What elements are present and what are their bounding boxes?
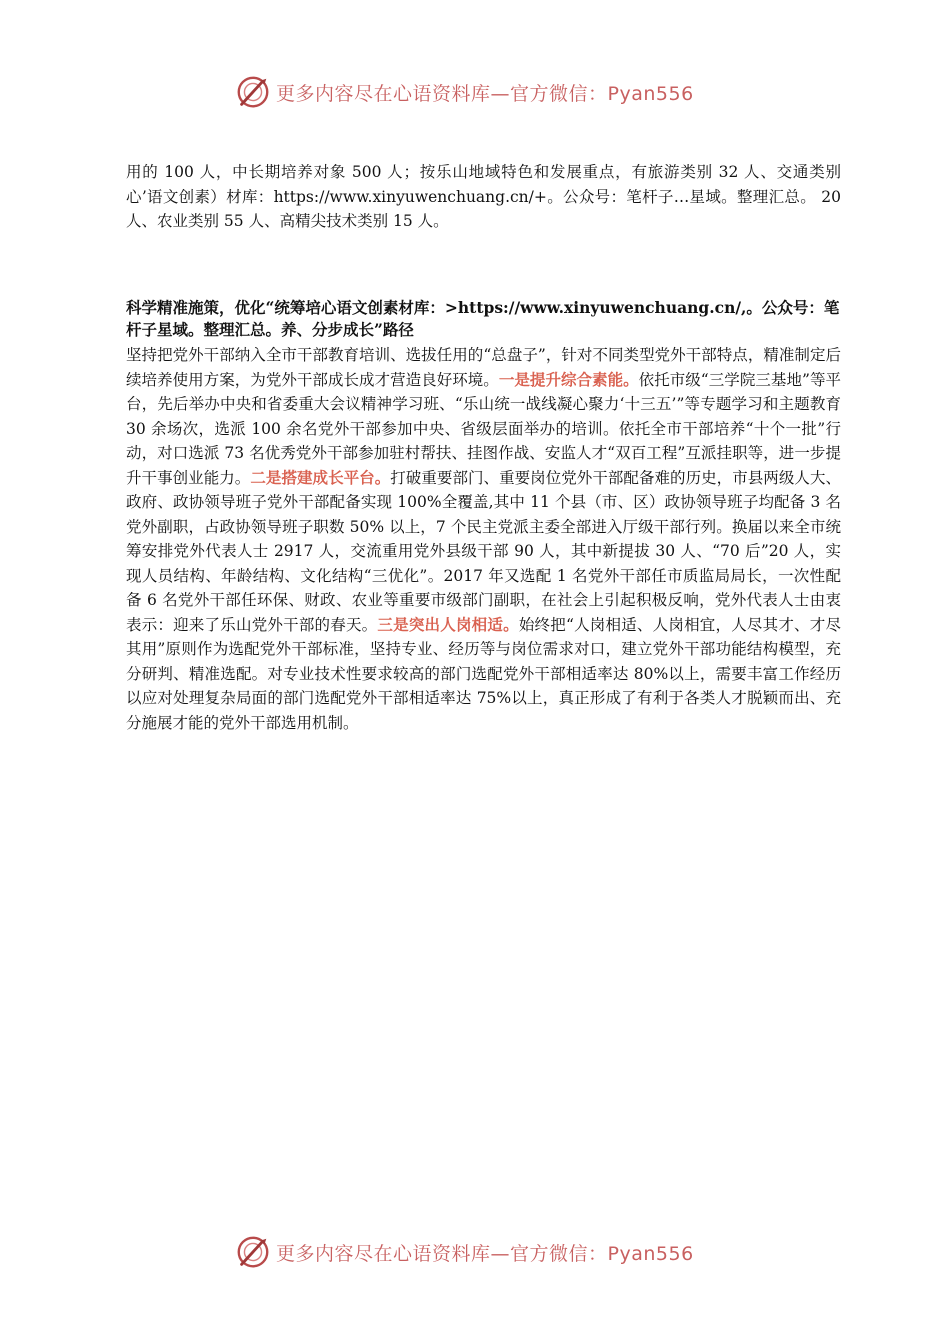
logo-icon [234,1233,272,1271]
logo-icon [234,73,272,111]
watermark-header [234,72,694,112]
highlight-build-platform: 二是搭建成长平台。 [250,467,391,487]
watermark-text: 更多内容尽在心语资料库—官方微信：Pyan556 [276,1242,694,1265]
intro-paragraph: 用的 100 人，中长期培养对象 500 人；按乐山地域特色和发展重点，有旅游类别 32 人、交通类别心’语文创素）材库：https://www.xinyuwenchuang.cn/+。公众号：笔杆子…星域。整理汇总。 20 人、农业类别 55 人、高精尖技术类别 15 人。 [126,163,841,230]
highlight-post-fit: 三是突出人岗相适。 [377,614,519,634]
watermark-text: 更多内容尽在心语资料库—官方微信：Pyan556 [276,82,694,105]
highlight-improve-competence: 一是提升综合素能。 [498,369,639,389]
body-lead: 坚持把党外干部纳入全市干部教育培训、选拔任用的“总盘子”，针对不同类型党外干部特点，精准制定后续培养使用方案，为党外干部成长成才营造良好环境。 [126,346,841,389]
body-text-2: 打破重要部门、重要岗位党外干部配备难的历史，市县两级人大、政府、政协领导班子党外干部配备实现 100%全覆盖,其中 11 个县（市、区）政协领导班子均配备 3 名党外副职，占政协领导班子职数 50% 以上，7 个民主党派主委全部进入厅级干部行列。换届以来全市统筹安排党外代表人士 2917 人，交流重用党外县级干部 90 人，其中新提拔 30 人、“70 后”20 人，实现人员结构、年龄结构、文化结构“三优化”。2017 年又选配 1 名党外干部任市质监局局长，一次性配备 6 名党外干部任环保、财政、农业等重要市级部门副职，在社会上引起积极反响，党外代表人士由衷表示：迎来了乐山党外干部的春天。 [126,468,841,634]
section-heading: 科学精准施策，优化“统筹培心语文创素材库：>https://www.xinyuwenchuang.cn/,。公众号：笔杆子星域。整理汇总。养、分步成长”路径 [126,298,840,339]
body-text-3: 始终把“人岗相适、人岗相宜，人尽其才、才尽其用”原则作为选配党外干部标准，坚持专业、经历等与岗位需求对口，建立党外干部功能结构模型，充分研判、精准选配。对专业技术性要求较高的部门选配党外干部相适率达 80%以上，需要丰富工作经历以应对处理复杂局面的部门选配党外干部相适率达 75%以上，真正形成了有利于各类人才脱颖而出、充分施展才能的党外干部选用机制。 [126,615,841,732]
watermark-footer [234,1232,694,1272]
body-paragraph [126,343,841,735]
body-text-1: 依托市级“三学院三基地”等平台，先后举办中央和省委重大会议精神学习班、“乐山统一战线凝心聚力‘十三五’”等专题学习和主题教育 30 余场次，选派 100 余名党外干部参加中央、省级层面举办的培训。依托全市干部培养“十个一批”行动，对口选派 73 名优秀党外干部参加驻村帮扶、挂图作战、安监人才“双百工程”互派挂职等，进一步提升干事创业能力。 [126,370,841,487]
